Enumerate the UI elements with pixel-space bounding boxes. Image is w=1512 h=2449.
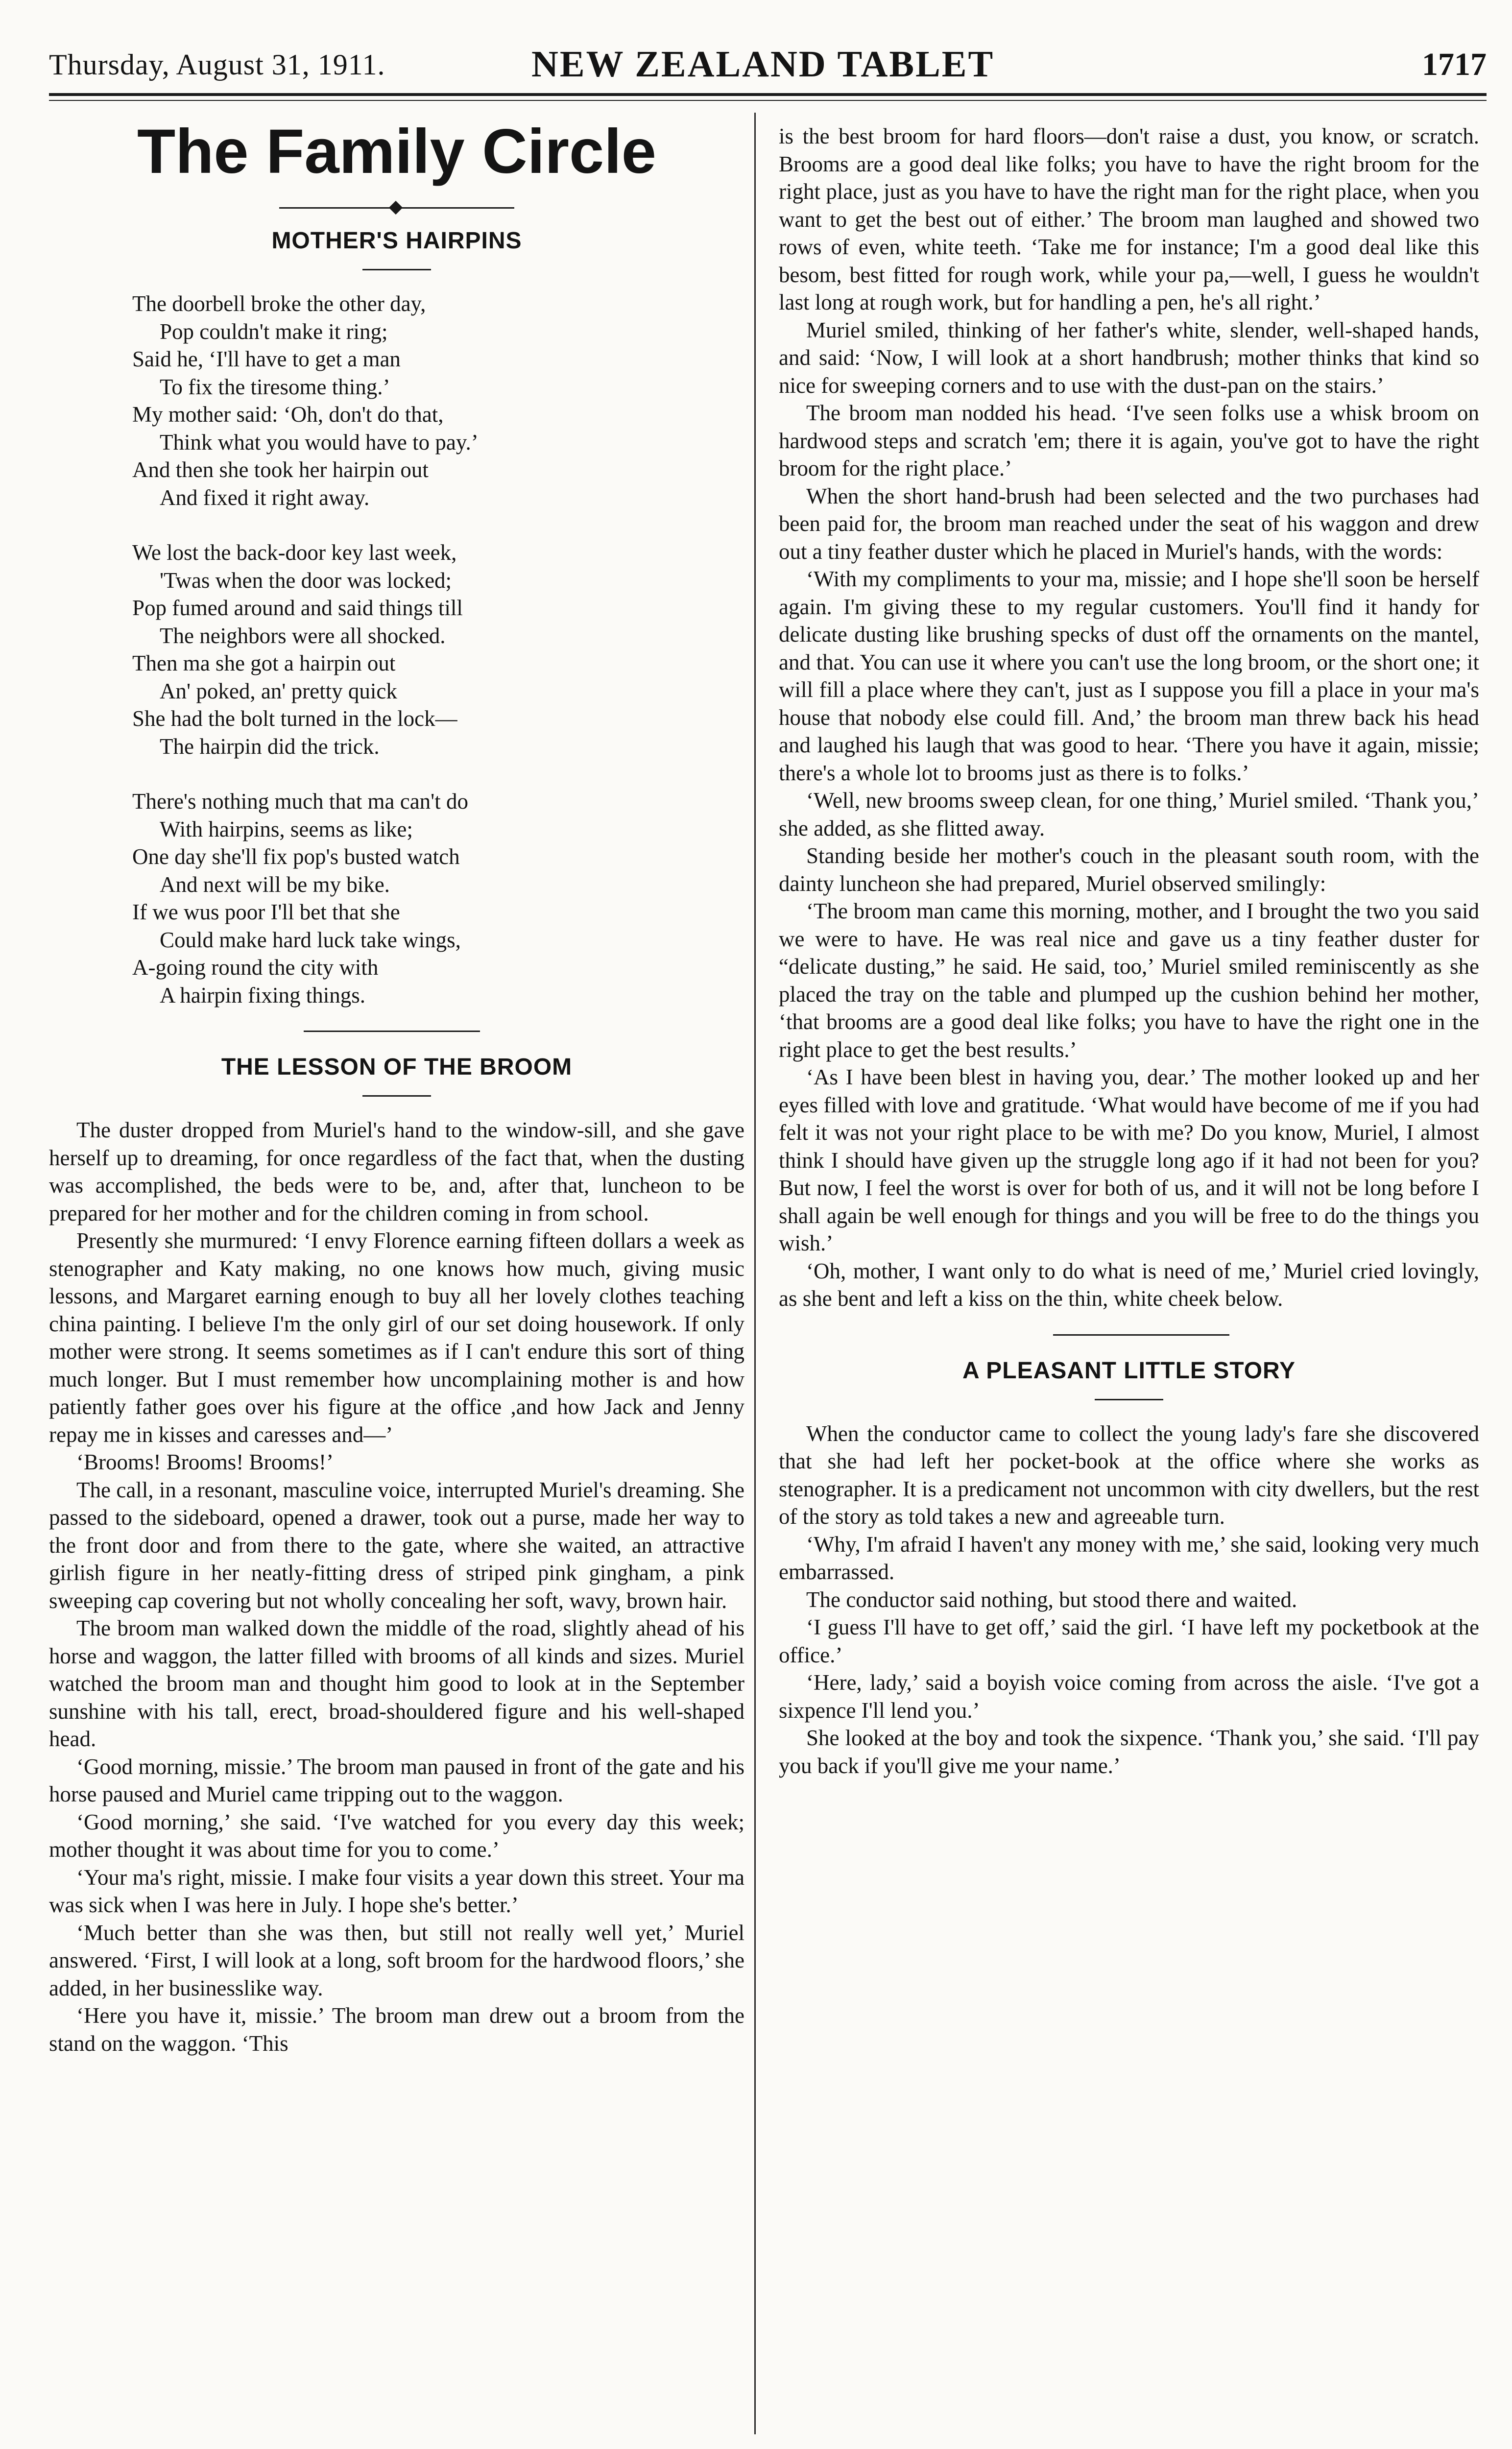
poem-line: Pop couldn't make it ring; (160, 319, 388, 344)
paragraph: ‘Oh, mother, I want only to do what is need of me,’ Muriel cried lovingly, as she bent and left a kiss on the thin, white cheek below. (779, 1258, 1479, 1311)
paragraph: ‘Why, I'm afraid I haven't any money with me,’ she said, looking very much embarrassed. (779, 1532, 1479, 1584)
paragraph: ‘Here, lady,’ said a boyish voice coming from across the aisle. ‘I've got a sixpence I'll lend you.’ (779, 1670, 1479, 1723)
paragraph: Presently she murmured: ‘I envy Florence earning fifteen dollars a week as stenographer and Katy making, no one knows how much, giving music lessons, and Margaret earning enough to buy all her lovely clothes teaching china painting. I believe I'm the only girl of our set doing housework. If only mother were strong. It seems sometimes as if I can't endure this sort of thing much longer. But I must remember how uncomplaining mother is and how patiently father goes over his figure at the office ,and how Jack and Jenny repay me in kisses and caresses and—’ (49, 1228, 744, 1447)
story-title-rule (1095, 1399, 1163, 1400)
poem-line: If we wus poor I'll bet that she (132, 900, 400, 924)
paragraph: Standing beside her mother's couch in the pleasant south room, with the dainty luncheon she had prepared, Muriel observed smilingly: (779, 843, 1479, 896)
masthead-rule (49, 93, 1487, 96)
poem-line: She had the bolt turned in the lock— (132, 706, 457, 731)
paragraph: is the best broom for hard floors—don't raise a dust, you know, or scratch. Brooms are a good deal like folks; you have to have the right broom for the right place, just as you have to have the right man for the right place, when you want to get the best out of either.’ The broom man laughed and showed two rows of even, white teeth. ‘Take me for instance; I'm a good deal like this besom, best fitted for rough work, while your pa,—well, I guess he wouldn't last long at rough work, but for handling a pen, he's all right.’ (779, 124, 1479, 314)
poem-line: My mother said: ‘Oh, don't do that, (132, 402, 444, 427)
poem-line: Said he, ‘I'll have to get a man (132, 347, 401, 371)
section-rule (1053, 1334, 1229, 1336)
poem-line: And then she took her hairpin out (132, 457, 429, 482)
column-divider (754, 113, 756, 2434)
paragraph: ‘Good morning,’ she said. ‘I've watched for you every day this week; mother thought it was about time for you to come.’ (49, 1809, 744, 1862)
section-rule (304, 1031, 480, 1032)
left-column (49, 117, 744, 2057)
paragraph: When the short hand-brush had been selected and the two purchases had been paid for, the broom man reached under the seat of his waggon and drew out a tiny feather duster which he placed in Muriel's hands, with the words: (779, 483, 1479, 564)
poem-line: The hairpin did the trick. (160, 734, 380, 759)
paragraph: The conductor said nothing, but stood there and waited. (806, 1587, 1297, 1612)
poem-line: With hairpins, seems as like; (160, 816, 413, 841)
story-body (49, 1116, 744, 2057)
poem-line: We lost the back-door key last week, (132, 540, 457, 565)
poem-line: To fix the tiresome thing.’ (160, 374, 390, 399)
story-title: A PLEASANT LITTLE STORY (962, 1357, 1296, 1384)
masthead-rule-thin (49, 100, 1487, 101)
poem-line: And fixed it right away. (160, 485, 370, 510)
poem-line: And next will be my bike. (160, 872, 390, 897)
paragraph: The broom man walked down the middle of the road, slightly ahead of his horse and waggon, the latter filled with brooms of all kinds and sizes. Muriel watched the broom man and thought him good to look at in the September sunshine with his tall, erect, broad-shouldered figure and his well-shaped head. (49, 1616, 744, 1751)
poem-body (132, 290, 744, 1009)
paragraph: ‘The broom man came this morning, mother, and I brought the two you said we were to have. He was real nice and gave us a tiny feather duster for “delicate dusting,” he said. He said, too,’ Muriel smiled reminiscently as she placed the tray on the table and plumped up the cushion behind her mother, ‘that brooms are a good deal like folks; you have to have the right one in the right place to get the best results.’ (779, 899, 1479, 1062)
story-body-continued (779, 122, 1479, 1313)
paragraph: ‘As I have been blest in having you, dear.’ The mother looked up and her eyes filled with love and gratitude. ‘What would have become of me if you had felt it was not your right place to be with me? Do you know, Muriel, I almost think I should have given up the struggle long ago if it had not been for you? But now, I feel the worst is over for both of us, and it will not be long before I shall again be well enough for things and you will be free to do the things you wish.’ (779, 1065, 1479, 1255)
poem-line: One day she'll fix pop's busted watch (132, 844, 460, 869)
poem-line: The neighbors were all shocked. (160, 623, 446, 648)
right-column (779, 122, 1479, 1779)
paragraph: ‘I guess I'll have to get off,’ said the girl. ‘I have left my pocketbook at the office.’ (779, 1615, 1479, 1667)
poem-line: 'Twas when the door was locked; (160, 568, 452, 593)
poem-line: A-going round the city with (132, 955, 379, 980)
masthead (49, 43, 1487, 97)
paragraph: She looked at the boy and took the sixpence. ‘Thank you,’ she said. ‘I'll pay you back if you'll give me your name.’ (779, 1726, 1479, 1778)
paragraph: ‘Much better than she was then, but still not really well yet,’ Muriel answered. ‘First, I will look at a long, soft broom for the hardwood floors,’ she added, in her businesslike way. (49, 1920, 744, 2000)
poem-line: Then ma she got a hairpin out (132, 651, 396, 675)
page-number: 1717 (1422, 47, 1487, 82)
poem-line: A hairpin fixing things. (160, 983, 365, 1008)
paragraph: When the conductor came to collect the young lady's fare she discovered that she had left her pocket-book at the office where she works as stenographer. It is a predicament not uncommon with city dwellers, but the rest of the story as told takes a new and agreeable turn. (779, 1421, 1479, 1529)
paragraph: ‘Brooms! Brooms! Brooms!’ (76, 1450, 334, 1474)
paragraph: ‘With my compliments to your ma, missie; and I hope she'll soon be herself again. I'm giving these to my regular customers. You'll find it handy for delicate dusting like brushing specks of dust off the ornaments on the mantel, and that. You can use it where you can't use the long broom, or the short one; it will fill a place where they can't, just as I suppose you fill a place in your ma's house that nobody else could fill. And,’ the broom man threw back his head and laughed his laugh that was good to hear. ‘There you have it again, missie; there's a whole lot to brooms just as there is to folks.’ (779, 567, 1479, 785)
poem-line: Could make hard luck take wings, (160, 927, 461, 952)
poem-line: Pop fumed around and said things till (132, 596, 463, 620)
paragraph: ‘Here you have it, missie.’ The broom man drew out a broom from the stand on the waggon. ‘This (49, 2003, 744, 2056)
poem-line: There's nothing much that ma can't do (132, 789, 469, 814)
poem-line: An' poked, an' pretty quick (160, 678, 397, 703)
publication-title: NEW ZEALAND TABLET (531, 44, 995, 85)
poem-stanza (132, 539, 744, 760)
paragraph: ‘Good morning, missie.’ The broom man paused in front of the gate and his horse paused and Muriel came tripping out to the waggon. (49, 1754, 744, 1806)
story-title-rule (362, 1095, 431, 1097)
poem-line: Think what you would have to pay.’ (160, 430, 479, 455)
paragraph: ‘Your ma's right, missie. I make four visits a year down this street. Your ma was sick when I was here in July. I hope she's better.’ (49, 1865, 744, 1917)
story-body (779, 1420, 1479, 1780)
paragraph: Muriel smiled, thinking of her father's white, slender, well-shaped hands, and said: ‘Now, I will look at a short handbrush; mother thinks that kind so nice for sweeping corners and to use with the dust-pan on the stairs.’ (779, 317, 1479, 398)
paragraph: The broom man nodded his head. ‘I've seen folks use a whisk broom on hardwood steps and scratch 'em; there it is again, you've got to have the right broom for the right place.’ (779, 401, 1479, 480)
poem-line: The doorbell broke the other day, (132, 291, 426, 316)
poem-title: MOTHER'S HAIRPINS (271, 228, 522, 254)
poem-stanza (132, 290, 744, 511)
paragraph: The duster dropped from Muriel's hand to the window-sill, and she gave herself up to dreaming, for once regardless of the fact that, when the dusting was accomplished, the beds were to be, and, after that, luncheon to be prepared for her mother and for the children coming in from school. (49, 1118, 744, 1225)
section-title: The Family Circle (137, 117, 656, 187)
paragraph: The call, in a resonant, masculine voice, interrupted Muriel's dreaming. She passed to the sideboard, opened a drawer, took out a purse, made her way to the front door and from there to the gate, where she waited, an attractive girlish figure in her neatly-fitting dress of striped pink gingham, a pink sweeping cap covering but not wholly concealing her soft, wavy, brown hair. (49, 1477, 744, 1613)
story-title: THE LESSON OF THE BROOM (221, 1054, 573, 1080)
ornament-divider (279, 203, 514, 213)
paragraph: ‘Well, new brooms sweep clean, for one thing,’ Muriel smiled. ‘Thank you,’ she added, as she flitted away. (779, 788, 1479, 840)
poem-stanza (132, 788, 744, 1009)
issue-date: Thursday, August 31, 1911. (49, 48, 385, 81)
poem-title-rule (362, 269, 431, 270)
